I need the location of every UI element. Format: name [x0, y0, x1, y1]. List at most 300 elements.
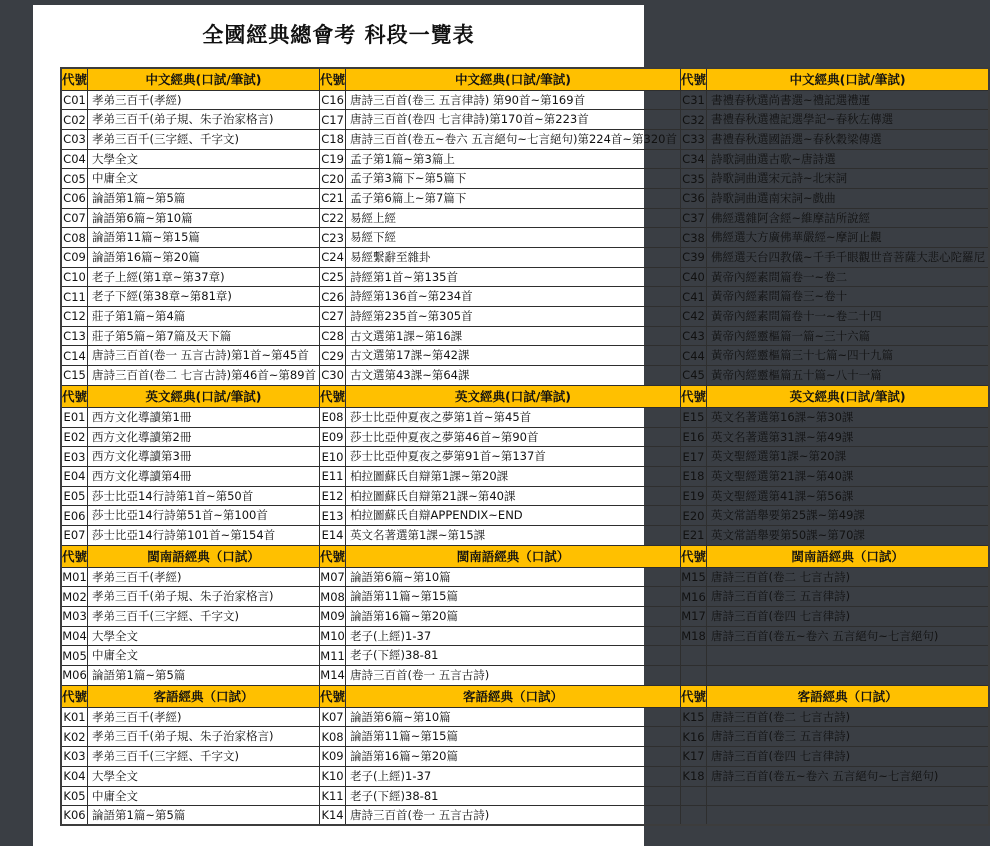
subject-cell [88, 626, 320, 646]
table-row [61, 110, 989, 130]
code-cell: E09 [320, 427, 346, 447]
code-cell: E04 [61, 466, 88, 486]
code-cell: C41 [681, 287, 707, 307]
code-header-cell: 代號 [320, 385, 346, 407]
section-header-row [61, 68, 989, 90]
subject-cell [88, 525, 320, 545]
section-header-row [61, 385, 989, 407]
table-row [61, 607, 989, 627]
code-cell: K02 [61, 727, 88, 747]
subject-cell [346, 407, 681, 427]
subject-cell [88, 307, 320, 327]
code-cell: C24 [320, 248, 346, 268]
table-row [61, 626, 989, 646]
subject-cell [88, 169, 320, 189]
subject-text: 唐詩三百首(卷三 五言律詩) [711, 589, 851, 604]
code-header-cell: 代號 [681, 68, 707, 90]
section-title-cell: 英文經典(口試/筆試) [707, 385, 990, 407]
subject-text: 英文名著選第1課~第15課 [350, 527, 486, 542]
code-cell: C44 [681, 346, 707, 366]
subject-cell [346, 525, 681, 545]
code-cell: E20 [681, 506, 707, 526]
table-row [61, 208, 989, 228]
subject-cell [707, 307, 990, 327]
subject-cell [707, 506, 990, 526]
code-cell: M10 [320, 626, 346, 646]
code-cell: C23 [320, 228, 346, 248]
subject-cell [346, 567, 681, 587]
table-row [61, 666, 989, 686]
code-cell: C10 [61, 267, 88, 287]
subject-cell [88, 447, 320, 467]
subject-text: 論語第6篇~第10篇 [350, 709, 451, 724]
code-cell: C13 [61, 326, 88, 346]
code-header-cell: 代號 [61, 385, 88, 407]
code-cell: M06 [61, 666, 88, 686]
subject-cell [346, 447, 681, 467]
code-cell: E19 [681, 486, 707, 506]
subject-text: 論語第11篇~第15篇 [92, 230, 200, 245]
code-cell: K07 [320, 707, 346, 727]
code-cell: C27 [320, 307, 346, 327]
section-title-cell: 中文經典(口試/筆試) [707, 68, 990, 90]
code-cell: M15 [681, 567, 707, 587]
code-cell: E06 [61, 506, 88, 526]
subject-cell [346, 228, 681, 248]
subject-cell [88, 267, 320, 287]
code-cell: K01 [61, 707, 88, 727]
subject-cell [88, 587, 320, 607]
subject-text: 唐詩三百首(卷二 七言古詩)第46首~第89首 [92, 368, 317, 383]
subject-cell [346, 786, 681, 806]
subject-cell [707, 646, 990, 666]
subject-text: 黃帝內經素問篇卷十一~卷二十四 [711, 309, 882, 324]
code-cell: E14 [320, 525, 346, 545]
subject-text: 書禮春秋選禮記選學記~春秋左傳選 [711, 112, 894, 127]
subject-cell [88, 326, 320, 346]
code-cell: K14 [320, 806, 346, 826]
code-cell: C18 [320, 129, 346, 149]
subject-text: 詩經第136首~第234首 [350, 289, 473, 304]
code-header-cell: 代號 [61, 685, 88, 707]
code-cell: C20 [320, 169, 346, 189]
subject-text: 唐詩三百首(卷二 七言古詩) [711, 709, 851, 724]
table-row [61, 169, 989, 189]
document-page [33, 5, 986, 846]
table-row [61, 228, 989, 248]
code-cell: K15 [681, 707, 707, 727]
page-title: 全國經典總會考 科段一覽表 [202, 23, 475, 47]
code-cell: K06 [61, 806, 88, 826]
code-cell: C19 [320, 149, 346, 169]
code-cell: M18 [681, 626, 707, 646]
subject-text: 詩經第1首~第135首 [350, 269, 458, 284]
subject-cell [707, 287, 990, 307]
section-header-row [61, 685, 989, 707]
subject-cell [88, 188, 320, 208]
subject-cell [346, 427, 681, 447]
code-header-cell: 代號 [681, 385, 707, 407]
code-header-cell: 代號 [320, 685, 346, 707]
subject-text: 論語第1篇~第5篇 [92, 190, 186, 205]
subject-text: 英文聖經選第41課~第56課 [711, 488, 854, 503]
table-row [61, 307, 989, 327]
table-row [61, 506, 989, 526]
table-row [61, 486, 989, 506]
subject-text: 中庸全文 [92, 648, 139, 663]
subject-cell [707, 346, 990, 366]
table-row [61, 287, 989, 307]
subject-cell [346, 326, 681, 346]
code-cell: C17 [320, 110, 346, 130]
subject-cell [88, 228, 320, 248]
subject-text: 孝弟三百千(三字經、千字文) [92, 609, 239, 624]
section-title-cell: 英文經典(口試/筆試) [88, 385, 320, 407]
code-cell: C39 [681, 248, 707, 268]
subject-text: 唐詩三百首(卷五~卷六 五言絕句~七言絕句)第224首~第320首 [350, 131, 677, 146]
subject-text: 西方文化導讀第3冊 [92, 449, 192, 464]
code-cell: C21 [320, 188, 346, 208]
subject-text: 中庸全文 [92, 788, 139, 803]
subject-cell [346, 90, 681, 110]
section-title-cell: 閩南語經典（口試） [88, 545, 320, 567]
subject-text: 柏拉圖蘇氏自辯第21課~第40課 [350, 488, 516, 503]
subject-text: 莎士比亞仲夏夜之夢第46首~第90首 [350, 429, 539, 444]
subject-text: 論語第16篇~第20篇 [350, 749, 458, 764]
table-row [61, 525, 989, 545]
subject-cell [707, 326, 990, 346]
subject-cell [707, 228, 990, 248]
subject-text: 老子(下經)38-81 [350, 648, 439, 663]
subject-cell [707, 766, 990, 786]
table-row [61, 366, 989, 386]
subject-text: 易經繫辭至雜卦 [350, 250, 431, 265]
code-cell: M16 [681, 587, 707, 607]
subject-cell [346, 188, 681, 208]
code-cell: M11 [320, 646, 346, 666]
subject-cell [707, 626, 990, 646]
code-cell: K04 [61, 766, 88, 786]
subject-text: 莊子第1篇~第4篇 [92, 309, 186, 324]
table-row [61, 149, 989, 169]
subject-cell [346, 149, 681, 169]
subject-cell [707, 587, 990, 607]
subject-cell [346, 747, 681, 767]
subject-text: 西方文化導讀第4冊 [92, 468, 192, 483]
code-cell: C32 [681, 110, 707, 130]
subject-text: 老子(上經)1-37 [350, 628, 432, 643]
subject-text: 西方文化導讀第2冊 [92, 429, 192, 444]
code-cell: K17 [681, 747, 707, 767]
subject-cell [346, 806, 681, 826]
table-row [61, 407, 989, 427]
subject-cell [88, 287, 320, 307]
code-cell: C38 [681, 228, 707, 248]
subject-cell [707, 786, 990, 806]
code-header-cell: 代號 [681, 545, 707, 567]
code-cell: C31 [681, 90, 707, 110]
code-cell [681, 646, 707, 666]
subject-cell [707, 169, 990, 189]
subject-text: 易經下經 [350, 230, 397, 245]
subject-cell [707, 447, 990, 467]
code-cell: C33 [681, 129, 707, 149]
subject-cell [707, 90, 990, 110]
subject-text: 詩歌詞曲選古歌~唐詩選 [711, 151, 836, 166]
code-cell: C29 [320, 346, 346, 366]
subject-cell [346, 766, 681, 786]
subject-cell [346, 287, 681, 307]
subject-cell [346, 169, 681, 189]
subject-text: 唐詩三百首(卷四 七言律詩) [711, 749, 851, 764]
subject-cell [88, 766, 320, 786]
subject-cell [88, 567, 320, 587]
subject-text: 唐詩三百首(卷五~卷六 五言絕句~七言絕句) [711, 768, 939, 783]
subject-cell [707, 525, 990, 545]
subject-text: 柏拉圖蘇氏自辯第1課~第20課 [350, 468, 509, 483]
subject-text: 英文常語舉要第25課~第49課 [711, 508, 865, 523]
subject-text: 古文選第17課~第42課 [350, 348, 470, 363]
subject-text: 佛經選天台四教儀~千手千眼觀世音菩薩大悲心陀羅尼 [711, 250, 986, 265]
code-cell: K09 [320, 747, 346, 767]
subject-text: 黃帝內經靈樞篇五十篇~八十一篇 [711, 368, 882, 383]
code-cell: C28 [320, 326, 346, 346]
code-cell: C04 [61, 149, 88, 169]
subject-cell [346, 366, 681, 386]
code-cell: M14 [320, 666, 346, 686]
subject-cell [346, 666, 681, 686]
section-title-cell: 中文經典(口試/筆試) [346, 68, 681, 90]
subject-text: 柏拉圖蘇氏自辯APPENDIX~END [350, 508, 523, 523]
table-row [61, 727, 989, 747]
code-cell: K18 [681, 766, 707, 786]
code-cell: C40 [681, 267, 707, 287]
table-row [61, 587, 989, 607]
subject-cell [88, 208, 320, 228]
code-cell: E08 [320, 407, 346, 427]
section-title-cell: 閩南語經典（口試） [346, 545, 681, 567]
code-cell [681, 666, 707, 686]
code-cell: C08 [61, 228, 88, 248]
code-cell: E17 [681, 447, 707, 467]
code-cell: K03 [61, 747, 88, 767]
table-row [61, 129, 989, 149]
subject-text: 孝弟三百千(三字經、千字文) [92, 749, 239, 764]
code-cell: E03 [61, 447, 88, 467]
code-cell: K05 [61, 786, 88, 806]
subject-text: 莎士比亞14行詩第101首~第154首 [92, 527, 276, 542]
subject-cell [346, 707, 681, 727]
subject-text: 大學全文 [92, 151, 139, 166]
subject-cell [707, 486, 990, 506]
subject-cell [707, 110, 990, 130]
section-title-cell: 中文經典(口試/筆試) [88, 68, 320, 90]
subject-text: 論語第16篇~第20篇 [350, 609, 458, 624]
subject-text: 論語第6篇~第10篇 [92, 210, 193, 225]
code-cell: M04 [61, 626, 88, 646]
subject-text: 詩歌詞曲選南宋詞~戲曲 [711, 190, 836, 205]
subject-cell [88, 149, 320, 169]
subject-text: 莎士比亞14行詩第1首~第50首 [92, 488, 254, 503]
section-title-cell: 客語經典（口試） [346, 685, 681, 707]
code-cell: K16 [681, 727, 707, 747]
subject-text: 孝弟三百千(弟子規、朱子治家格言) [92, 112, 274, 127]
subject-cell [88, 646, 320, 666]
code-header-cell: 代號 [61, 68, 88, 90]
table-row [61, 786, 989, 806]
subject-text: 黃帝內經素問篇卷三~卷十 [711, 289, 848, 304]
subject-text: 孟子第3篇下~第5篇下 [350, 171, 467, 186]
subject-text: 孟子第1篇~第3篇上 [350, 151, 455, 166]
subject-cell [707, 806, 990, 826]
subject-text: 論語第16篇~第20篇 [92, 250, 200, 265]
section-title-cell: 客語經典（口試） [88, 685, 320, 707]
subject-cell [88, 506, 320, 526]
code-cell: C06 [61, 188, 88, 208]
subject-cell [707, 466, 990, 486]
table-row [61, 267, 989, 287]
code-cell: K10 [320, 766, 346, 786]
table-row [61, 427, 989, 447]
subject-cell [88, 407, 320, 427]
subject-cell [346, 506, 681, 526]
subject-text: 論語第11篇~第15篇 [350, 589, 458, 604]
subject-cell [88, 346, 320, 366]
subject-cell [346, 346, 681, 366]
code-cell: E16 [681, 427, 707, 447]
subject-text: 唐詩三百首(卷五~卷六 五言絕句~七言絕句) [711, 628, 939, 643]
subject-text: 孝弟三百千(孝經) [92, 92, 182, 107]
code-header-cell: 代號 [681, 685, 707, 707]
subject-cell [88, 129, 320, 149]
subject-cell [88, 486, 320, 506]
subject-text: 老子(下經)38-81 [350, 788, 439, 803]
subject-cell [346, 587, 681, 607]
table-row [61, 707, 989, 727]
code-cell: M17 [681, 607, 707, 627]
subject-cell [88, 366, 320, 386]
subject-text: 論語第11篇~第15篇 [350, 729, 458, 744]
subject-text: 書禮春秋選國語選~春秋穀梁傳選 [711, 131, 882, 146]
subject-text: 孝弟三百千(弟子規、朱子治家格言) [92, 729, 274, 744]
subject-text: 孝弟三百千(弟子規、朱子治家格言) [92, 589, 274, 604]
code-cell: C02 [61, 110, 88, 130]
subject-cell [707, 427, 990, 447]
code-cell [681, 786, 707, 806]
code-cell: E11 [320, 466, 346, 486]
code-cell: M05 [61, 646, 88, 666]
section-title-cell: 英文經典(口試/筆試) [346, 385, 681, 407]
subject-cell [346, 626, 681, 646]
subject-text: 唐詩三百首(卷三 五言律詩) 第90首~第169首 [350, 92, 586, 107]
subject-cell [346, 646, 681, 666]
subject-cell [707, 129, 990, 149]
subject-text: 西方文化導讀第1冊 [92, 409, 192, 424]
subject-text: 佛經選雜阿含經~維摩詰所說經 [711, 210, 871, 225]
subject-cell [707, 727, 990, 747]
code-cell: E15 [681, 407, 707, 427]
subject-text: 易經上經 [350, 210, 397, 225]
code-cell: E21 [681, 525, 707, 545]
subject-cell [707, 666, 990, 686]
code-cell: C12 [61, 307, 88, 327]
table-row [61, 646, 989, 666]
subject-cell [707, 707, 990, 727]
subject-cell [707, 567, 990, 587]
subject-text: 莊子第5篇~第7篇及天下篇 [92, 328, 232, 343]
table-row [61, 90, 989, 110]
subject-text: 唐詩三百首(卷三 五言律詩) [711, 729, 851, 744]
subject-text: 孝弟三百千(孝經) [92, 569, 182, 584]
table-row [61, 806, 989, 826]
code-cell: E05 [61, 486, 88, 506]
subject-cell [346, 486, 681, 506]
subject-cell [346, 248, 681, 268]
subject-cell [707, 248, 990, 268]
subject-text: 唐詩三百首(卷一 五言古詩) [350, 807, 490, 822]
table-row [61, 447, 989, 467]
code-cell [681, 806, 707, 826]
subject-cell [88, 427, 320, 447]
subject-cell [707, 407, 990, 427]
subject-text: 孟子第6篇上~第7篇下 [350, 190, 467, 205]
subject-cell [88, 466, 320, 486]
subject-text: 黃帝內經靈樞篇一篇~三十六篇 [711, 328, 871, 343]
subject-text: 莎士比亞仲夏夜之夢第1首~第45首 [350, 409, 532, 424]
subject-text: 唐詩三百首(卷四 七言律詩) [711, 609, 851, 624]
subject-cell [346, 466, 681, 486]
subject-text: 古文選第1課~第16課 [350, 328, 463, 343]
exam-sections-table [60, 67, 990, 826]
code-cell: K11 [320, 786, 346, 806]
subject-text: 古文選第43課~第64課 [350, 368, 470, 383]
table-row [61, 567, 989, 587]
section-title-cell: 客語經典（口試） [707, 685, 990, 707]
table-row [61, 747, 989, 767]
subject-text: 英文聖經選第1課~第20課 [711, 449, 847, 464]
code-cell: E12 [320, 486, 346, 506]
code-cell: M08 [320, 587, 346, 607]
code-cell: C16 [320, 90, 346, 110]
code-cell: C36 [681, 188, 707, 208]
subject-text: 唐詩三百首(卷一 五言古詩) [350, 668, 490, 683]
subject-cell [707, 149, 990, 169]
subject-cell [346, 727, 681, 747]
table-row [61, 188, 989, 208]
subject-text: 唐詩三百首(卷二 七言古詩) [711, 569, 851, 584]
code-cell: C43 [681, 326, 707, 346]
code-cell: C30 [320, 366, 346, 386]
code-cell: E10 [320, 447, 346, 467]
subject-text: 英文名著選第16課~第30課 [711, 409, 854, 424]
code-cell: C26 [320, 287, 346, 307]
subject-cell [88, 248, 320, 268]
subject-cell [346, 267, 681, 287]
subject-cell [88, 747, 320, 767]
subject-text: 孝弟三百千(三字經、千字文) [92, 131, 239, 146]
subject-cell [88, 90, 320, 110]
code-header-cell: 代號 [61, 545, 88, 567]
code-cell: C34 [681, 149, 707, 169]
code-cell: C09 [61, 248, 88, 268]
subject-cell [346, 307, 681, 327]
subject-cell [707, 267, 990, 287]
code-cell: M03 [61, 607, 88, 627]
subject-cell [346, 110, 681, 130]
table-row [61, 326, 989, 346]
code-cell: M01 [61, 567, 88, 587]
subject-text: 唐詩三百首(卷一 五言古詩)第1首~第45首 [92, 348, 309, 363]
